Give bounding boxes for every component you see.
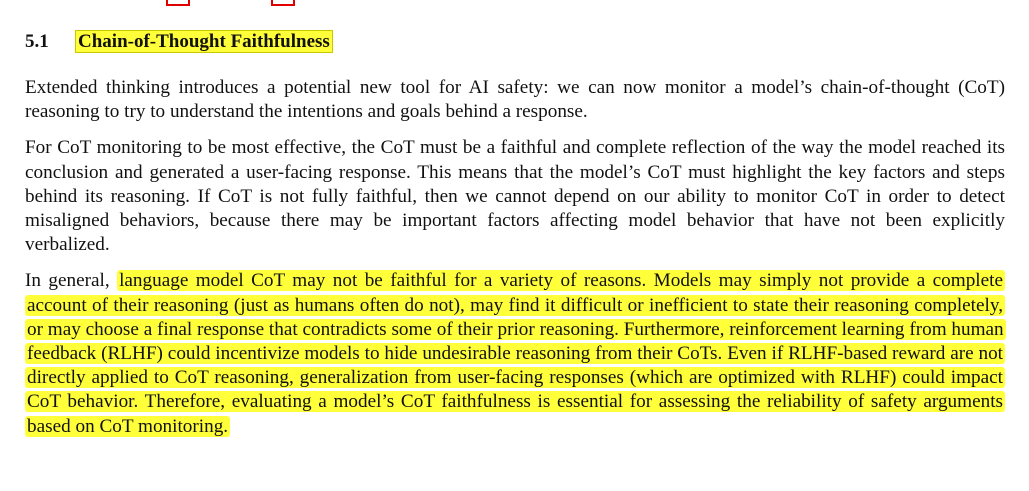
paragraph-faithfulness	[25, 269, 1005, 438]
section-title: Chain-of-Thought Faithfulness	[75, 30, 333, 53]
top-annotation-marks	[0, 0, 1029, 10]
section-heading	[25, 30, 1005, 54]
paper-section	[25, 30, 1005, 451]
red-annotation-box-right	[271, 0, 295, 6]
highlighted-text: language model CoT may not be faithful for a variety of reasons. Models may simply not provide a complete account of their reasoning (just as humans often do not), may find it difficult or inefficient to state their reasoning completely, or may choose a final response that contradicts some of their prior reasoning. Furthermore, reinforcement learning from human feedback (RLHF) could incentivize models to hide undesirable reasoning from their CoTs. Even if RLHF-based reward are not directly applied to CoT reasoning, generalization from user-facing responses (which are optimized with RLHF) could impact CoT behavior. Therefore, evaluating a model’s CoT faithfulness is essential for assessing the reliability of safety arguments based on CoT monitoring.	[27, 270, 1004, 437]
paragraph-monitoring: For CoT monitoring to be most effective, the CoT must be a faithful and complete reflection of the way the model reached its conclusion and generated a user-facing response. This means that the model’s CoT must highlight the key factors and steps behind its reasoning. If CoT is not fully faithful, then we cannot depend on our ability to monitor CoT in order to detect misaligned behaviors, because there may be important factors affecting model behavior that have not been explicitly verbalized.	[25, 137, 1005, 256]
section-number: 5.1	[25, 31, 49, 52]
paragraph-lead-text: In general,	[25, 270, 110, 292]
paragraph-intro: Extended thinking introduces a potential new tool for AI safety: we can now monitor a model’s chain-of-thought (CoT) reasoning to try to understand the intentions and goals behind a response.	[25, 77, 1005, 123]
red-annotation-box-left	[166, 0, 190, 6]
